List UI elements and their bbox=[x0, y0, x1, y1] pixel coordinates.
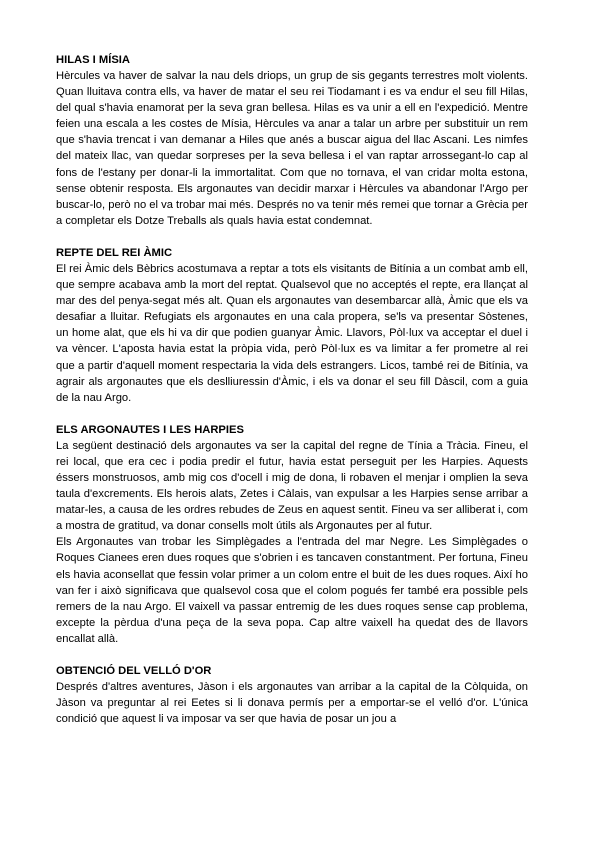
section-title: REPTE DEL REI ÀMIC bbox=[56, 246, 173, 259]
document-page bbox=[56, 52, 528, 743]
section-hilas-i-misia bbox=[56, 52, 528, 229]
paragraph: Hèrcules va haver de salvar la nau dels driops, un grup de sis gegants terrestres molt violents. Quan lluitava contra ells, va haver de matar el seu rei Tiodamant i es va endur el seu fill Hilas, del qual s'havia enamorat per la seva gran bellesa. Hilas es va unir a ell en l'expedició. Mentre feien una escala a les costes de Mísia, Hèrcules va anar a talar un arbre per substituir un rem que s'havia trencat i van demanar a Hiles que anés a buscar aigua del llac Ascani. Les nimfes del mateix llac, van quedar sorpreses per la seva bellesa i el van raptar arrossegant-lo cap al fons de l'estany per donar-li la immortalitat. Com que no tornava, el van cridar molta estona, sense obtenir resposta. Els argonautes van decidir marxar i Hèrcules va abandonar l'Argo per buscar-lo, però no el va trobar mai més. Després no va tenir més remei que tornar a Grècia per a completar els Dotze Treballs als quals havia estat condemnat. bbox=[56, 70, 528, 227]
paragraph: Els Argonautes van trobar les Simplègades a l'entrada del mar Negre. Les Simplègades o Roques Cianees eren dues roques que s'obrien i es tancaven constantment. Per fortuna, Fineu els havia aconsellat que fessin volar primer a un colom entre el buit de les dues roques. Així ho van fer i això significava que qualsevol cosa que el colom pogués fer també era possible pels remers de la nau Argo. El vaixell va passar entremig de les dues roques sense cap problema, excepte la pèrdua d'una peça de la seva popa. Cap altre vaixell ha quedat des de llavors encallat allà. bbox=[56, 536, 528, 645]
section-obtencio-vello-or bbox=[56, 663, 528, 727]
section-title: ELS ARGONAUTES I LES HARPIES bbox=[56, 423, 244, 436]
paragraph: La següent destinació dels argonautes va ser la capital del regne de Tínia a Tràcia. Fineu, el rei local, que era cec i podia predir el futur, havia estat perseguit per les Harpies. Aquests éssers monstruosos, amb mig cos d'ocell i mig de dona, li robaven el menjar i omplien la seva taula d'excrements. Els herois alats, Zetes i Càlais, van expulsar a les Harpies sense arribar a matar-les, a causa de les ordres rebudes de Zeus en aquest sentit. Fineu va ser alliberat i, com a mostra de gratitud, va donar consells molt útils als Argonautes per al futur. bbox=[56, 439, 528, 533]
section-title: HILAS I MÍSIA bbox=[56, 54, 130, 66]
section-argonautes-i-harpies bbox=[56, 422, 528, 647]
paragraph: Després d'altres aventures, Jàson i els argonautes van arribar a la capital de la Còlquida, on Jàson va preguntar al rei Eetes si li donava permís per a emportar-se el velló d'or. L'única condició que aquest li va imposar va ser que havia de posar un jou a bbox=[56, 681, 528, 726]
section-title: OBTENCIÓ DEL VELLÓ D'OR bbox=[56, 665, 212, 677]
section-repte-del-rei-amic bbox=[56, 245, 528, 406]
paragraph: El rei Àmic dels Bèbrics acostumava a reptar a tots els visitants de Bitínia a un combat amb ell, que sempre acabava amb la mort del reptat. Qualsevol que no acceptés el repte, era llançat al mar des del penya-segat més alt. Quan els argonautes van desembarcar allà, Àmic que els va desafiar a lluitar. Refugiats els argonautes en una cala propera, se'ls va presentar Sòstenes, un home alat, que els hi va dir que podien guanyar Àmic. Llavors, Pòl·lux va acceptar el duel i va vèncer. L'aposta havia estat la pròpia vida, però Pòl·lux es va limitar a fer prometre al rei que a partir d'aquell moment respectaria la vida dels estrangers. Licos, també rei de Bitínia, va agrair als argonautes que els deslliuressin d'Àmic, i els va donar el seu fill Dàscil, com a guia de la nau Argo. bbox=[56, 262, 528, 404]
